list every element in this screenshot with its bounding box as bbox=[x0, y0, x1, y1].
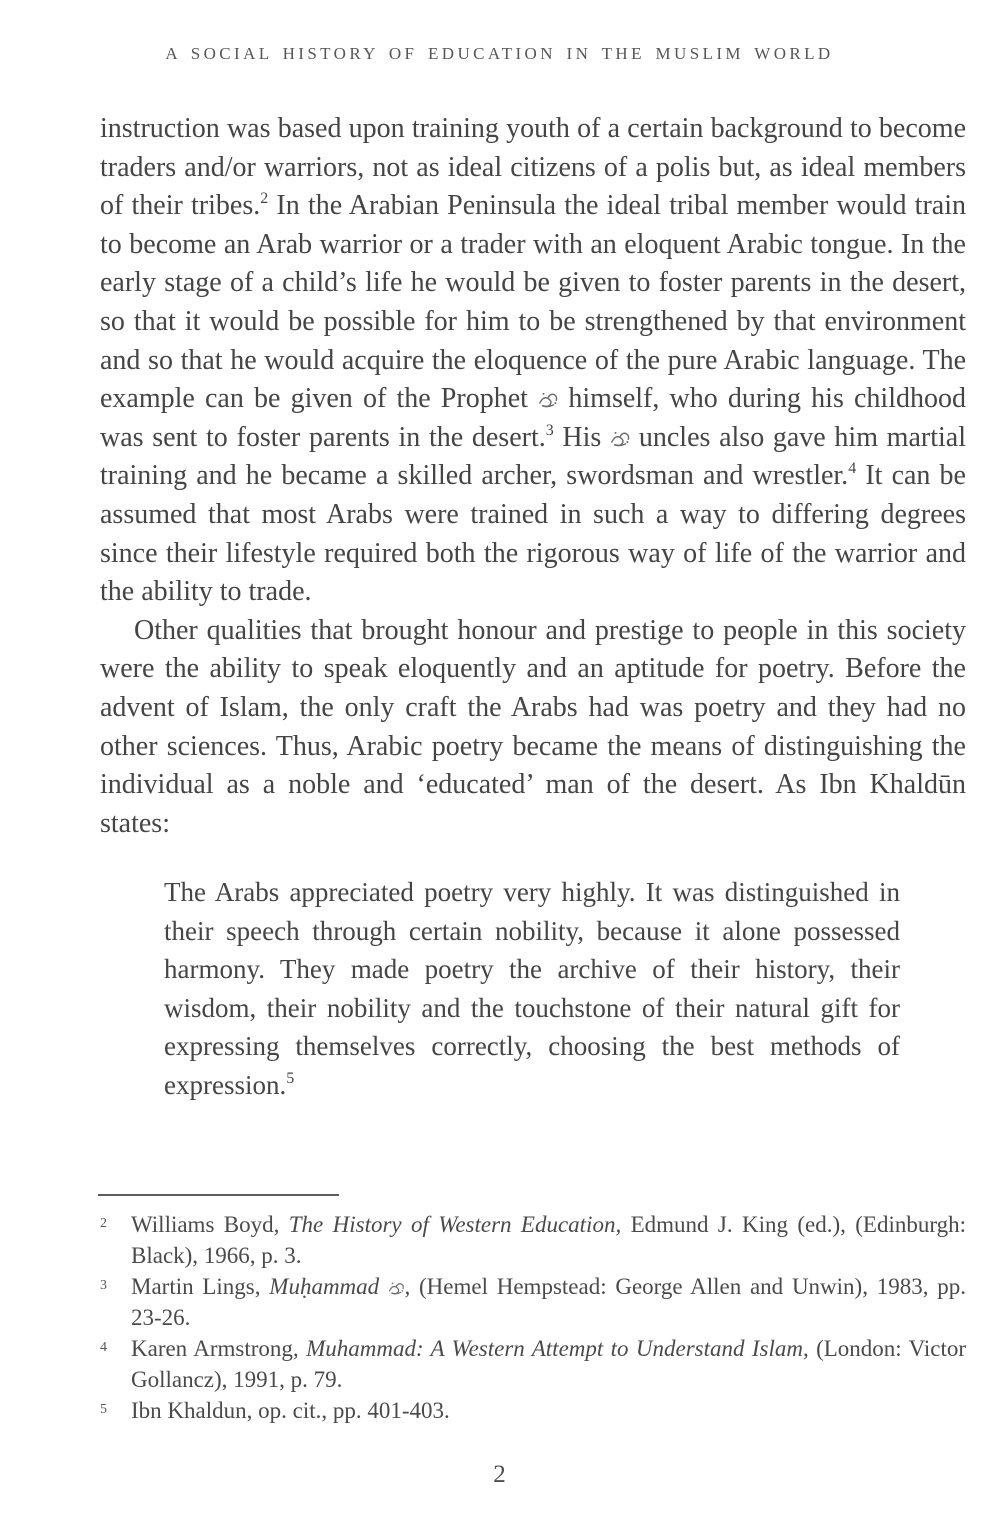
honorific-icon bbox=[538, 391, 558, 408]
footnote-2 bbox=[98, 1209, 966, 1271]
footnote-marker: 3 bbox=[100, 1278, 107, 1293]
paragraph-text: It can be assumed that most Arabs were trained in such a way to differing degrees since their lifestyle required both the rigorous way of life of the warrior and the ability to trade. bbox=[100, 460, 966, 608]
footnote-text: (London: Victor Gollancz), 1991, p. 79. bbox=[131, 1336, 967, 1392]
footnote-ref-5: 5 bbox=[286, 1069, 295, 1087]
footnote-title-italic: Muḥammad bbox=[269, 1274, 380, 1299]
paragraph-text: Other qualities that brought honour and prestige to people in this society were the ability to speak eloquently and an aptitude for poetry. Before the advent of Islam, the only craft the Arabs had was poetry and they had no other sciences. Thus, Arabic poetry became the means of distinguishing the individual as a noble and ‘educated’ man of the desert. As Ibn Khaldūn states: bbox=[100, 614, 966, 839]
footnote-ref-3: 3 bbox=[545, 421, 554, 439]
paragraph-text: In the Arabian Peninsula the ideal tribal member would train to become an Arab warrior or a trader with an eloquent Arabic tongue. In the early stage of a child’s life he would be given to foster parents in the desert, so that it would be possible for him to be strengthened by that environment and so that he would acquire the eloquence of the pure Arabic language. The example can be given of the Prophet bbox=[100, 190, 966, 415]
paragraph-text: instruction was based upon training youth of a certain background to become traders and/or warriors, not as ideal citizens of a polis but, as ideal members of their tribes. bbox=[100, 113, 966, 222]
page-body bbox=[100, 110, 966, 1104]
footnote-text: , (Hemel Hempstead: George Allen and Unwin), 1983, pp. 23-26. bbox=[131, 1274, 966, 1330]
footnote-text: Williams Boyd, bbox=[131, 1212, 289, 1237]
paragraph-text: himself, who during his childhood was sent to foster parents in the desert. bbox=[100, 383, 966, 453]
footnotes-section bbox=[98, 1194, 966, 1426]
footnote-marker: 2 bbox=[100, 1216, 107, 1231]
block-quote bbox=[164, 873, 900, 1104]
footnote-marker: 5 bbox=[100, 1402, 107, 1417]
footnote-title-italic: The History of Western Education, bbox=[288, 1212, 622, 1237]
paragraph-1 bbox=[100, 110, 966, 612]
honorific-icon bbox=[610, 430, 630, 447]
footnote-4 bbox=[98, 1333, 966, 1395]
footnote-ref-4: 4 bbox=[848, 460, 857, 478]
footnote-3 bbox=[98, 1271, 966, 1333]
footnote-text: Karen Armstrong, bbox=[131, 1336, 307, 1361]
paragraph-2 bbox=[100, 612, 966, 844]
footnote-marker: 4 bbox=[100, 1340, 107, 1355]
paragraph-text: His bbox=[553, 421, 611, 453]
footnote-title-italic: Muhammad: A Western Attempt to Understand Islam, bbox=[306, 1336, 809, 1361]
footnote-text: Martin Lings, bbox=[131, 1274, 270, 1299]
running-head: A SOCIAL HISTORY OF EDUCATION IN THE MUSLIM WORLD bbox=[165, 44, 834, 63]
footnote-5 bbox=[98, 1395, 966, 1426]
paragraph-text: uncles also gave him martial training and he became a skilled archer, swordsman and wrestler. bbox=[100, 421, 966, 492]
quote-text: The Arabs appreciated poetry very highly. It was distinguished in their speech through certain nobility, because it alone possessed harmony. They made poetry the archive of their history, their wisdom, their nobility and the touchstone of their natural gift for expressing themselves correctly, choosing the best methods of expression. bbox=[164, 877, 900, 1100]
page-number: 2 bbox=[493, 1461, 506, 1488]
footnote-separator bbox=[98, 1194, 339, 1196]
footnote-ref-2: 2 bbox=[260, 190, 269, 208]
footnote-text: Ibn Khaldun, op. cit., pp. 401-403. bbox=[131, 1398, 450, 1423]
footnote-text: Edmund J. King (ed.), (Edinburgh: Black), 1966, p. 3. bbox=[131, 1212, 966, 1268]
honorific-icon bbox=[388, 1281, 405, 1295]
